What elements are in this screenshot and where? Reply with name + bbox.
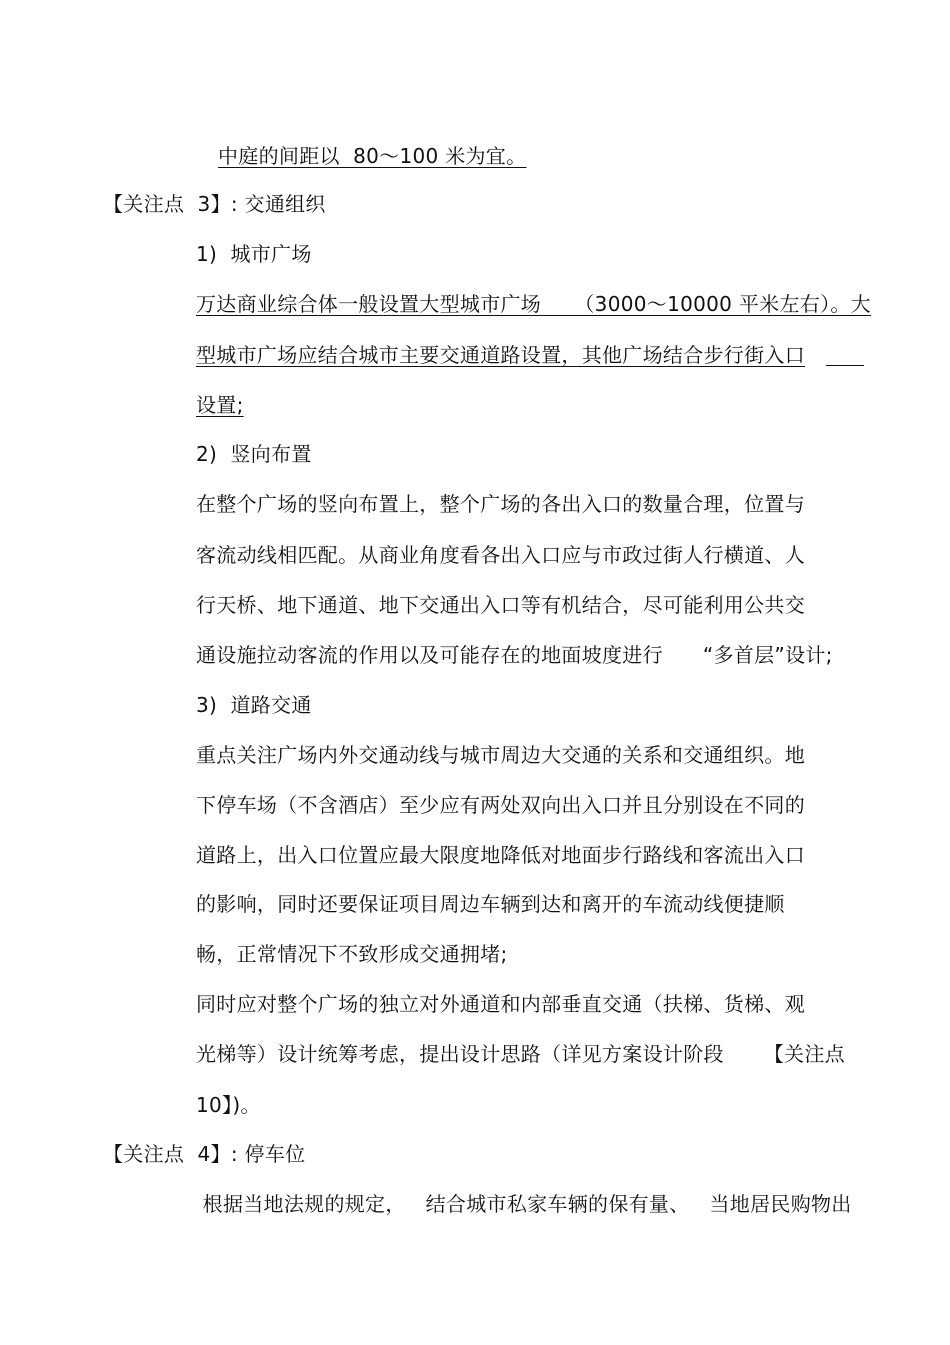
subheading-1: 1) 城市广场 <box>196 242 312 266</box>
text-line-16: 的影响，同时还要保证项目周边车辆到达和离开的车流动线便捷顺 <box>196 892 785 916</box>
text-line-4: 万达商业综合体一般设置大型城市广场 （3000～10000 平米左右）。大 <box>196 292 871 316</box>
text-line-20: 10】)。 <box>196 1093 261 1117</box>
text-line-9: 客流动线相匹配。从商业角度看各出入口应与市政过街人行横道、人 <box>196 543 805 567</box>
text-line-1: 中庭的间距以 80～100 米为宜。 <box>218 144 527 168</box>
text-line-15: 道路上，出入口位置应最大限度地降低对地面步行路线和客流出入口 <box>196 843 805 867</box>
subheading-2: 2) 竖向布置 <box>196 442 312 466</box>
text-line-11: 通设施拉动客流的作用以及可能存在的地面坡度进行 “多首层”设计; <box>196 643 833 667</box>
text-line-14: 下停车场（不含酒店）至少应有两处双向出入口并且分别设在不同的 <box>196 793 805 817</box>
text-line-18: 同时应对整个广场的独立对外通道和内部垂直交通（扶梯、货梯、观 <box>196 992 805 1016</box>
text-line-22: 根据当地法规的规定， 结合城市私家车辆的保有量、 当地居民购物出 <box>196 1192 852 1216</box>
underline-rule <box>826 365 864 366</box>
text-line-17: 畅，正常情况下不致形成交通拥堵; <box>196 942 508 966</box>
subheading-3: 3) 道路交通 <box>196 693 312 717</box>
section-heading-3: 【关注点 3】: 交通组织 <box>103 192 326 216</box>
text-line-8: 在整个广场的竖向布置上，整个广场的各出入口的数量合理，位置与 <box>196 492 805 516</box>
text-line-13: 重点关注广场内外交通动线与城市周边大交通的关系和交通组织。地 <box>196 743 805 767</box>
text-line-10: 行天桥、地下通道、地下交通出入口等有机结合，尽可能利用公共交 <box>196 593 805 617</box>
text-line-5: 型城市广场应结合城市主要交通道路设置，其他广场结合步行街入口 <box>196 343 805 367</box>
text-line-19: 光梯等）设计统筹考虑，提出设计思路（详见方案设计阶段 【关注点 <box>196 1042 845 1066</box>
section-heading-4: 【关注点 4】: 停车位 <box>103 1142 306 1166</box>
text-line-6: 设置; <box>196 393 244 417</box>
